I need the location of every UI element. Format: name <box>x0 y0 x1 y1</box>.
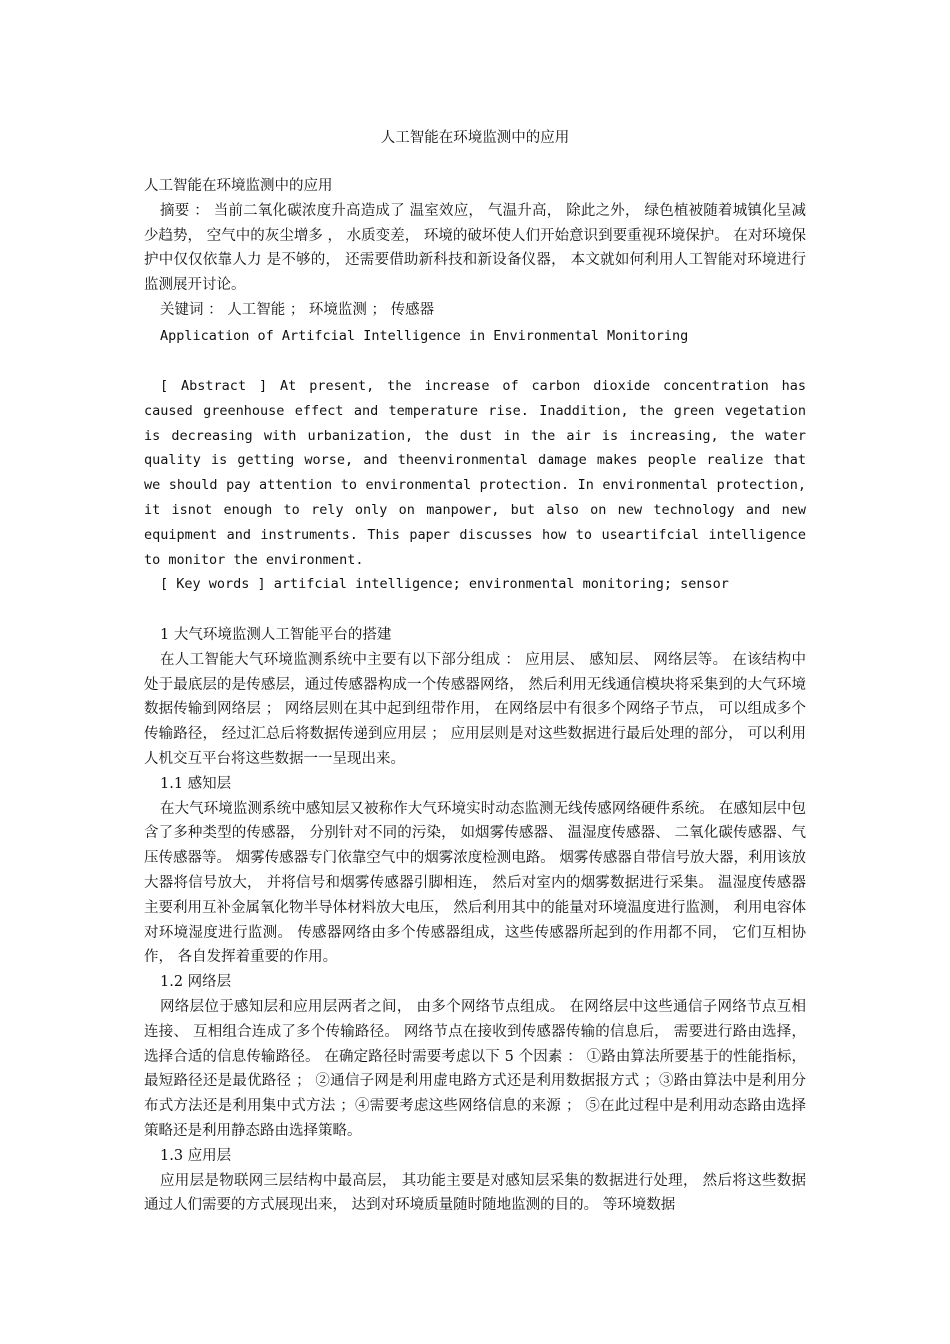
section-1-2-heading: 1.2 网络层 <box>160 974 232 991</box>
abstract-cn: 摘要 ： 当前二氧化碳浓度升高造成了 温室效应， 气温升高， 除此之外， 绿色植被随着城镇化呈减少趋势， 空气中的灰尘增多 ， 水质变差， 环境的破坏使人们开始意识到要重视环境保护。 在对环境保护中仅仅依靠人力 是不够的， 还需要借助新科技和新设备仪器， 本文就如何利用人工智能对环境进行监测展开讨论。 <box>144 202 806 294</box>
keywords-en: [ Key words ] artifcial intelligence; environmental monitoring; sensor <box>160 576 729 593</box>
section-1-2-body: 网络层位于感知层和应用层两者之间， 由多个网络节点组成。 在网络层中这些通信子网络节点互相连接、 互相组合连成了多个传输路径。 网络节点在接收到传感器传输的信息后， 需要进行路由选择， 选择合适的信息传输路径。 在确定路径时需要考虑以下 5 个因素 ： ①路由算法所要基于的性能指标， 最短路径还是最优路径 ； ②通信子网是利用虚电路方式还是利用数据报方式 ；③路由算法中是利用分布式方法还是利用集中式方法 ；④需要考虑这些网络信息的来源 ； ⑤在此过程中是利用动态路由选择策略还是利用静态路由选择策略。 <box>144 998 806 1139</box>
english-abstract-block <box>144 374 806 597</box>
section-1-body: 在人工智能大气环境监测系统中主要有以下部分组成 ： 应用层、 感知层、 网络层等。 在该结构中处于最底层的是传感层，通过传感器构成一个传感器网络， 然后利用无线通信模块将采集到的大气环境数据传输到网络层 ； 网络层则在其中起到纽带作用， 在网络层中有很多个网络子节点， 可以组成多个传输路径， 经过汇总后将数据传递到应用层 ； 应用层则是对这些数据进行最后处理的部分， 可以利用人机交互平台将这些数据一一呈现出来。 <box>144 651 806 767</box>
section-1-3-heading: 1.3 应用层 <box>160 1147 232 1164</box>
section-1-1-heading: 1.1 感知层 <box>160 775 232 792</box>
body-sections <box>144 623 806 1218</box>
english-title-block <box>144 324 806 349</box>
keywords-cn: 关键词 ： 人工智能 ； 环境监测 ； 传感器 <box>160 301 435 318</box>
front-matter <box>144 174 806 323</box>
section-1-heading: 1 大气环境监测人工智能平台的搭建 <box>160 627 392 643</box>
section-1-3-body: 应用层是物联网三层结构中最高层， 其功能主要是对感知层采集的数据进行处理， 然后将这些数据通过人们需要的方式展现出来， 达到对环境质量随时随地监测的目的。 等环境数据 <box>144 1172 806 1214</box>
abstract-en: [ Abstract ] At present, the increase of carbon dioxide concentration has caused greenhouse effect and temperature rise. Inaddition, the green vegetation is decreasing with urbanization, the dust in the air is increasing, the water quality is getting worse, and theenvironmental damage makes people realize that we should pay attention to environmental protection. In environmental protection, it isnot enough to rely only on manpower, but also on new technology and new equipment and instruments. This paper discusses how to useartifcial intelligence to monitor the environment. <box>144 378 806 568</box>
subtitle: 人工智能在环境监测中的应用 <box>144 178 333 194</box>
section-1-1-body: 在大气环境监测系统中感知层又被称作大气环境实时动态监测无线传感网络硬件系统。 在感知层中包含了多种类型的传感器， 分别针对不同的污染， 如烟雾传感器、 温湿度传感器、 二氧化碳传感器、气压传感器等。 烟雾传感器专门依靠空气中的烟雾浓度检测电路。 烟雾传感器自带信号放大器，利用该放大器将信号放大， 并将信号和烟雾传感器引脚相连， 然后对室内的烟雾数据进行采集。 温湿度传感器主要利用互补金属氧化物半导体材料放大电压， 然后利用其中的能量对环境温度进行监测， 利用电容体对环境湿度进行监测。 传感器网络由多个传感器组成，这些传感器所起到的作用都不同， 它们互相协作， 各自发挥着重要的作用。 <box>144 800 806 966</box>
title-en: Application of Artifcial Intelligence in Environmental Monitoring <box>160 328 689 344</box>
document-title: 人工智能在环境监测中的应用 <box>380 130 570 146</box>
